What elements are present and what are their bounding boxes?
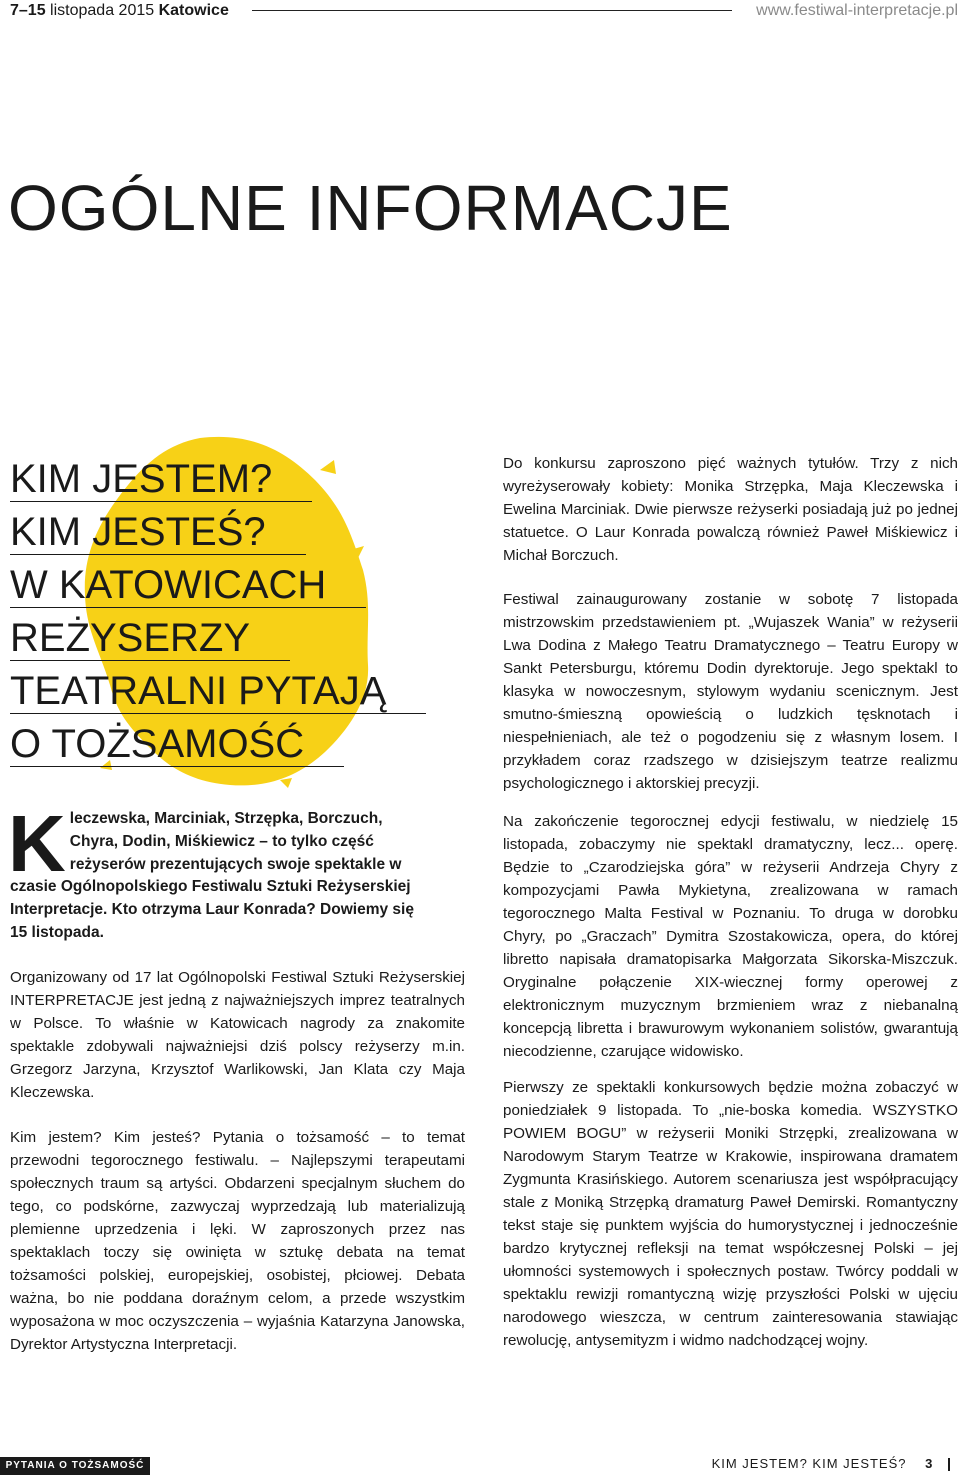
city: Katowice — [158, 2, 229, 19]
hero-line: REŻYSERZY — [10, 612, 450, 665]
body-paragraph: Festiwal zainaugurowany zostanie w sobotę 7 listopada mistrzowskim przedstawieniem pt. „Wujaszek Wania” w reżyserii Lwa Dodina z Małego Teatru Dramatycznego – Teatru Europy w Sankt Petersburgu, któremu Dodin dyrektoruje. Jego spektakl to klasyka w nowoczesnym, stylowym wydaniu scenicznym. Jest smutno-śmieszną opowieścią o ludzkich tęsknotach i niespełnieniach, ale też o pogodzeniu się z własnym losem. I przykładem coraz rzadszego w dzisiejszym teatrze realizmu psychologicznego i aktorskiej precyzji. — [503, 591, 958, 792]
hero-line: TEATRALNI PYTAJĄ — [10, 665, 450, 718]
body-paragraph: Organizowany od 17 lat Ogólnopolski Festiwal Sztuki Reżyserskiej INTERPRETACJE jest jedną z najważniejszych imprez teatralnych w Polsce. To właśnie w Katowicach nagrody za znakomite spektakle zdobywali najważniejsi dziś polscy reżyserzy m.in. Grzegorz Jarzyna, Krzysztof Warlikowski, Jan Klata czy Maja Kleczewska. — [10, 969, 465, 1101]
drop-cap: K — [8, 799, 66, 888]
hero-line: KIM JESTEŚ? — [10, 506, 450, 559]
header-rule — [252, 10, 732, 11]
body-paragraph: Do konkursu zaproszono pięć ważnych tytułów. Trzy z nich wyreżyserowały kobiety: Monika Strzępka, Maja Kleczewska i Ewelina Marciniak. Dwie pierwsze reżyserki posiadają już po jednej statuetce. O Laur Konrada powalczą również Paweł Miśkiewicz i Michał Borczuch. — [503, 455, 958, 564]
dates: 7–15 — [10, 2, 46, 19]
running-title: KIM JESTEM? KIM JESTEŚ? — [711, 1456, 907, 1471]
month-year: listopada 2015 — [50, 2, 155, 19]
festival-dates — [10, 2, 229, 20]
page-title: OGÓLNE INFORMACJE — [8, 172, 733, 244]
page-number-bar — [948, 1458, 950, 1471]
footer-running-title — [712, 1456, 950, 1471]
body-paragraph: Pierwszy ze spektakli konkursowych będzie można zobaczyć w poniedziałek 9 listopada. To „nie-boska komedia. WSZYSTKO POWIEM BOGU” w reżyserii Moniki Strzępki, zrealizowana w Narodowym Starym Teatrze w Krakowie, inspirowana dramatem Zygmunta Krasińskiego. Autorem scenariusza jest współpracujący stale z Moniką Strzępką dramaturg Paweł Demirski. Romantyczny tekst staje się punktem wyjścia do humorystycznej i jednocześnie bardzo krytycznej refleksji na temat współczesnej Polski – jej ułomności systemowych i społecznych postaw. Twórcy poddali w spektaklu rewizji romantyczną wizję przyszłości Polski w ujęciu narodowego wieszcza, w centrum zainteresowania stawiając rewolucję, antysemityzm i widmo nadchodzącej wojny. — [503, 1079, 958, 1349]
hero-line: O TOŻSAMOŚĆ — [10, 718, 450, 771]
lead-text: leczewska, Marciniak, Strzępka, Borczuch, Chyra, Dodin, Miśkiewicz – to tylko część reżyserów prezentujących swoje spektakle w czasie Ogólnopolskiego Festiwalu Sztuki Reżyserskiej Interpretacje. Kto otrzyma Laur Konrada? Dowiemy się 15 listopada. — [10, 810, 414, 941]
lead-paragraph — [8, 799, 435, 945]
hero-title — [10, 453, 450, 771]
hero-line: W KATOWICACH — [10, 559, 450, 612]
page-number: 3 — [925, 1456, 934, 1471]
footer-section-label: PYTANIA O TOŻSAMOŚĆ — [0, 1457, 150, 1475]
festival-url: www.festiwal-interpretacje.pl — [756, 2, 958, 19]
body-paragraph: Kim jestem? Kim jesteś? Pytania o tożsamość – to temat przewodni tegorocznego festiwalu. – Najlepszymi terapeutami społecznych traum są artyści. Obdarzeni specjalnym słuchem do tego, co podskórne, zazwyczaj wyprzedzają lub materializują plemienne uprzedzenia i lęki. W zaproszonych przez nas spektaklach toczy się owinięta w sztukę debata na temat tożsamości polskiej, europejskiej, osobistej, płciowej. Debata ważna, bo nie poddana doraźnym celom, a przede wszystkim wyposażona w moc oczyszczenia – wyjaśnia Katarzyna Janowska, Dyrektor Artystyczna Interpretacji. — [10, 1129, 465, 1353]
hero-line: KIM JESTEM? — [10, 453, 450, 506]
body-paragraph: Na zakończenie tegorocznej edycji festiwalu, w niedzielę 15 listopada, zobaczymy nie spektakl dramatyczny, lecz... operę. Będzie to „Czarodziejska góra” w reżyserii Andrzeja Chyry z kompozycjami Pawła Mykietyna, zrealizowana w ramach tegorocznego Malta Festival w Poznaniu. To druga w dorobku Chyry, po „Graczach” Dymitra Szostakowicza, opera, do której libretto napisała dramatopisarka Małgorzata Sikorska-Miszczuk. Oryginalne połączenie XIX-wiecznej formy operowej z elektronicznym muzycznym brzmieniem wraz z niebanalną koncepcją libretta i brawurowym wykonaniem solistów, gwarantują niecodzienne, czarujące widowisko. — [503, 813, 958, 1060]
